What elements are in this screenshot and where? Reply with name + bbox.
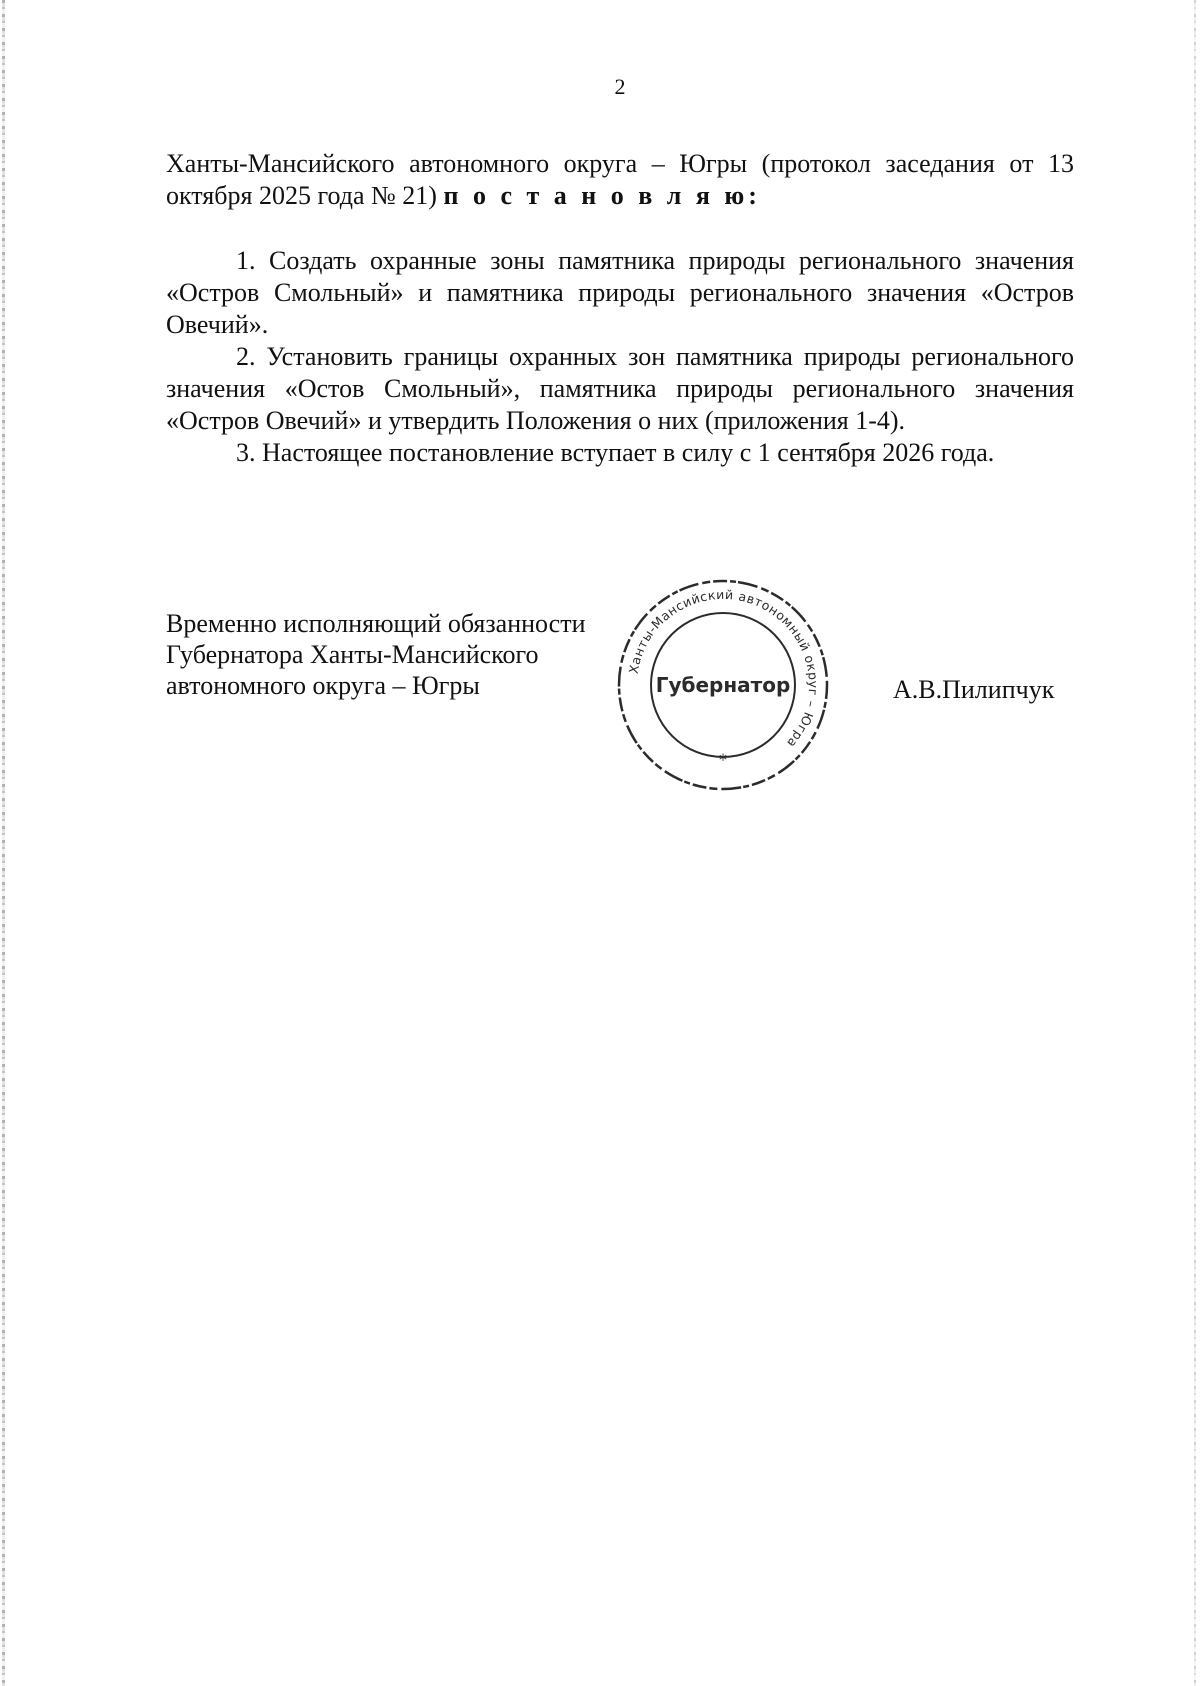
preamble-text-before: Ханты-Мансийского автономного округа – Югры (протокол заседания от 13 октября 2025 года № 21) (166, 149, 1074, 210)
signatory-position (166, 608, 586, 701)
stamp-star: * (719, 750, 727, 769)
signatory-position-line: автономного округа – Югры (166, 671, 480, 700)
stamp-ring-text-path: Ханты-Мансийский автономный округ – Югра (625, 586, 822, 752)
preamble-paragraph (166, 148, 1074, 212)
decrees-list (166, 245, 1074, 469)
official-seal-stamp (610, 572, 836, 798)
decree-item-1: 1. Создать охранные зоны памятника природы регионального значения «Остров Смольный» и памятника природы регионального значения «Остров Овечий». (166, 246, 1074, 339)
page-number: 2 (614, 74, 626, 99)
stamp-ring-text (626, 587, 821, 751)
signatory-position-line: Временно исполняющий обязанности (166, 609, 586, 638)
scan-edge-left (2, 0, 5, 1686)
scan-edge-right (1194, 0, 1196, 1686)
resolution-word: п о с т а н о в л я ю: (443, 181, 761, 210)
decree-item-2: 2. Установить границы охранных зон памятника природы регионального значения «Остов Смольный», памятника природы регионального значения «Остров Овечий» и утвердить Положения о них (приложения 1-4). (166, 342, 1074, 435)
stamp-center-text: Губернатор (655, 673, 791, 697)
decree-item-3: 3. Настоящее постановление вступает в силу с 1 сентября 2026 года. (236, 438, 995, 467)
signatory-name: А.В.Пилипчук (893, 675, 1055, 704)
preamble-text (166, 148, 1074, 212)
signatory-position-line: Губернатора Ханты-Мансийского (166, 640, 539, 669)
